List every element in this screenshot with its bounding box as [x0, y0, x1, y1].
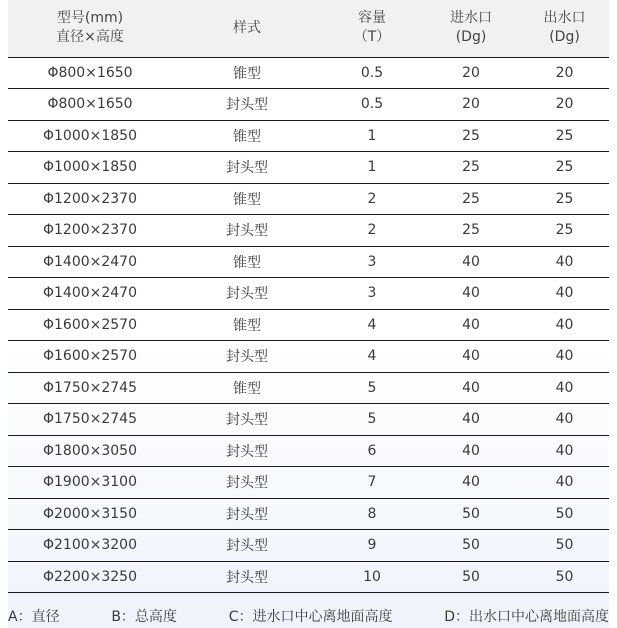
cell-style: 锥型 — [172, 309, 322, 341]
cell-model: Φ2000×3150 — [8, 498, 172, 530]
table-row — [8, 152, 609, 184]
cell-inlet: 25 — [422, 152, 520, 184]
cell-inlet: 25 — [422, 215, 520, 247]
cell-outlet: 20 — [520, 89, 609, 121]
cell-outlet: 25 — [520, 215, 609, 247]
table-row — [8, 246, 609, 278]
header-capacity-line2: （T） — [353, 29, 391, 46]
header-capacity-line1: 容量 — [358, 10, 386, 27]
cell-capacity: 5 — [322, 404, 422, 436]
cell-style: 封头型 — [172, 404, 322, 436]
cell-inlet: 40 — [422, 467, 520, 499]
header-model-line1: 型号(mm) — [56, 10, 124, 27]
header-style-line1: 样式 — [233, 19, 261, 36]
cell-inlet: 40 — [422, 246, 520, 278]
cell-outlet: 25 — [520, 152, 609, 184]
cell-model: Φ800×1650 — [8, 89, 172, 121]
cell-outlet: 40 — [520, 246, 609, 278]
table-row — [8, 89, 609, 121]
cell-model: Φ1800×3050 — [8, 435, 172, 467]
cell-inlet: 40 — [422, 372, 520, 404]
cell-inlet: 25 — [422, 183, 520, 215]
cell-model: Φ1200×2370 — [8, 215, 172, 247]
table-row — [8, 215, 609, 247]
table-row — [8, 57, 609, 89]
cell-model: Φ1750×2745 — [8, 372, 172, 404]
cell-style: 锥型 — [172, 183, 322, 215]
cell-model: Φ1400×2470 — [8, 246, 172, 278]
header-outlet-line1: 出水口 — [543, 10, 586, 27]
table-row — [8, 498, 609, 530]
note-b: B：总高度 — [111, 609, 177, 625]
cell-capacity: 3 — [322, 246, 422, 278]
legend-notes — [8, 606, 609, 626]
header-outlet-line2: (Dg) — [549, 29, 580, 46]
cell-outlet: 25 — [520, 183, 609, 215]
spec-table — [8, 0, 609, 593]
cell-outlet: 40 — [520, 309, 609, 341]
cell-style: 锥型 — [172, 57, 322, 89]
cell-style: 封头型 — [172, 467, 322, 499]
table-row — [8, 372, 609, 404]
cell-model: Φ1400×2470 — [8, 278, 172, 310]
cell-outlet: 40 — [520, 435, 609, 467]
cell-style: 锥型 — [172, 120, 322, 152]
table-row — [8, 120, 609, 152]
cell-model: Φ1600×2570 — [8, 341, 172, 373]
header-model — [8, 0, 172, 57]
cell-capacity: 8 — [322, 498, 422, 530]
note-c: C：进水口中心离地面高度 — [228, 609, 393, 625]
cell-model: Φ800×1650 — [8, 57, 172, 89]
cell-inlet: 50 — [422, 561, 520, 593]
table-row — [8, 467, 609, 499]
cell-capacity: 7 — [322, 467, 422, 499]
cell-style: 封头型 — [172, 498, 322, 530]
cell-style: 封头型 — [172, 561, 322, 593]
cell-inlet: 40 — [422, 278, 520, 310]
cell-outlet: 40 — [520, 341, 609, 373]
table-row — [8, 183, 609, 215]
table-row — [8, 341, 609, 373]
cell-outlet: 40 — [520, 372, 609, 404]
cell-style: 封头型 — [172, 152, 322, 184]
cell-inlet: 25 — [422, 120, 520, 152]
header-model-line2: 直径×高度 — [56, 29, 124, 46]
header-outlet — [520, 0, 609, 57]
table-row — [8, 278, 609, 310]
cell-capacity: 3 — [322, 278, 422, 310]
note-a: A：直径 — [8, 609, 60, 625]
cell-capacity: 2 — [322, 183, 422, 215]
cell-inlet: 40 — [422, 404, 520, 436]
cell-model: Φ1200×2370 — [8, 183, 172, 215]
cell-inlet: 50 — [422, 498, 520, 530]
cell-model: Φ2200×3250 — [8, 561, 172, 593]
table-body — [8, 57, 609, 593]
cell-outlet: 40 — [520, 467, 609, 499]
cell-outlet: 25 — [520, 120, 609, 152]
cell-style: 封头型 — [172, 341, 322, 373]
cell-model: Φ1000×1850 — [8, 120, 172, 152]
header-inlet — [422, 0, 520, 57]
cell-style: 封头型 — [172, 435, 322, 467]
header-inlet-line2: (Dg) — [455, 29, 487, 46]
cell-capacity: 1 — [322, 120, 422, 152]
cell-inlet: 40 — [422, 341, 520, 373]
cell-inlet: 40 — [422, 309, 520, 341]
table-header-row — [8, 0, 609, 57]
cell-capacity: 6 — [322, 435, 422, 467]
cell-inlet: 20 — [422, 57, 520, 89]
cell-style: 锥型 — [172, 372, 322, 404]
cell-outlet: 50 — [520, 561, 609, 593]
cell-outlet: 20 — [520, 57, 609, 89]
cell-outlet: 40 — [520, 404, 609, 436]
header-style — [172, 0, 322, 57]
cell-style: 封头型 — [172, 89, 322, 121]
cell-capacity: 0.5 — [322, 57, 422, 89]
table-row — [8, 404, 609, 436]
cell-capacity: 2 — [322, 215, 422, 247]
cell-outlet: 50 — [520, 530, 609, 562]
cell-style: 封头型 — [172, 278, 322, 310]
cell-style: 锥型 — [172, 246, 322, 278]
table-row — [8, 561, 609, 593]
cell-model: Φ1600×2570 — [8, 309, 172, 341]
cell-capacity: 4 — [322, 341, 422, 373]
cell-capacity: 1 — [322, 152, 422, 184]
table-row — [8, 435, 609, 467]
cell-inlet: 50 — [422, 530, 520, 562]
cell-inlet: 20 — [422, 89, 520, 121]
cell-outlet: 40 — [520, 278, 609, 310]
cell-model: Φ1000×1850 — [8, 152, 172, 184]
cell-style: 封头型 — [172, 215, 322, 247]
table-row — [8, 530, 609, 562]
cell-model: Φ1750×2745 — [8, 404, 172, 436]
cell-outlet: 50 — [520, 498, 609, 530]
cell-capacity: 9 — [322, 530, 422, 562]
header-inlet-line1: 进水口 — [450, 10, 492, 27]
cell-capacity: 10 — [322, 561, 422, 593]
header-capacity — [322, 0, 422, 57]
cell-model: Φ2100×3200 — [8, 530, 172, 562]
note-d: D：出水口中心离地面高度 — [444, 609, 609, 625]
cell-capacity: 0.5 — [322, 89, 422, 121]
spec-table-panel — [8, 0, 609, 628]
cell-style: 封头型 — [172, 530, 322, 562]
cell-inlet: 40 — [422, 435, 520, 467]
cell-capacity: 4 — [322, 309, 422, 341]
cell-capacity: 5 — [322, 372, 422, 404]
cell-model: Φ1900×3100 — [8, 467, 172, 499]
table-row — [8, 309, 609, 341]
